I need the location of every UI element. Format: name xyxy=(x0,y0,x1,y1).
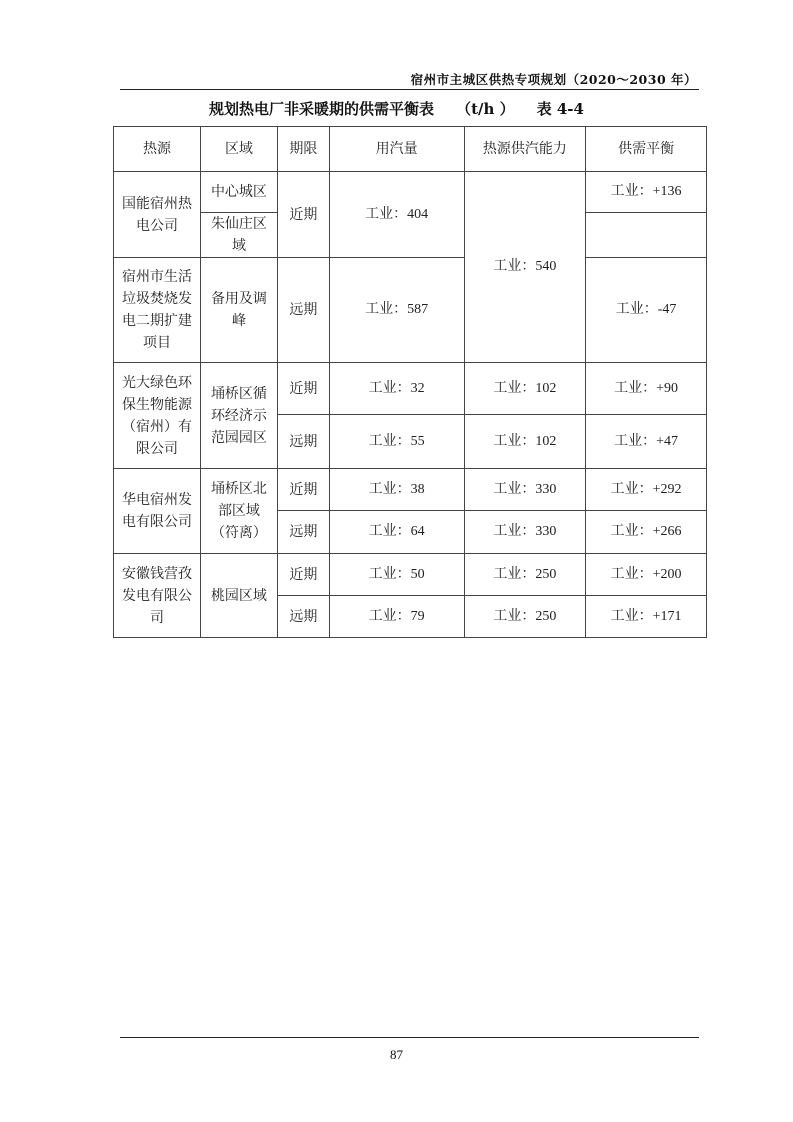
table-row xyxy=(114,258,707,363)
term-cell: 近期 xyxy=(277,554,329,596)
source-cell: 安徽钱营孜发电有限公司 xyxy=(114,554,201,638)
term-cell: 远期 xyxy=(277,258,329,363)
term-cell: 近期 xyxy=(277,469,329,511)
demand-cell: 工业：50 xyxy=(329,554,464,596)
table-row xyxy=(114,469,707,511)
balance-cell-empty xyxy=(586,213,707,258)
source-cell: 光大绿色环保生物能源（宿州）有限公司 xyxy=(114,363,201,469)
term-cell: 近期 xyxy=(277,363,329,415)
region-cell: 中心城区 xyxy=(200,172,277,213)
demand-cell: 工业：32 xyxy=(329,363,464,415)
demand-cell: 工业：79 xyxy=(329,596,464,638)
footer-rule xyxy=(120,1037,699,1038)
col-header-region: 区域 xyxy=(200,127,277,172)
balance-cell: 工业：+47 xyxy=(586,415,707,469)
balance-cell: 工业：+171 xyxy=(586,596,707,638)
term-cell: 远期 xyxy=(277,511,329,554)
balance-cell: 工业：+266 xyxy=(586,511,707,554)
capacity-cell: 工业：330 xyxy=(464,469,586,511)
demand-cell: 工业：404 xyxy=(329,172,464,258)
region-cell: 埇桥区北部区域（符离） xyxy=(200,469,277,554)
table-header-row xyxy=(114,127,707,172)
running-header: 宿州市主城区供热专项规划（2020～2030 年） xyxy=(410,72,697,87)
term-cell: 远期 xyxy=(277,415,329,469)
page-number: 87 xyxy=(390,1047,403,1062)
demand-cell: 工业：38 xyxy=(329,469,464,511)
balance-cell: 工业：-47 xyxy=(586,258,707,363)
term-cell: 近期 xyxy=(277,172,329,258)
table-row xyxy=(114,554,707,596)
term-cell: 远期 xyxy=(277,596,329,638)
demand-cell: 工业：55 xyxy=(329,415,464,469)
demand-cell: 工业：64 xyxy=(329,511,464,554)
table-caption xyxy=(0,98,793,119)
capacity-cell: 工业：250 xyxy=(464,554,586,596)
col-header-demand: 用汽量 xyxy=(329,127,464,172)
capacity-cell: 工业：330 xyxy=(464,511,586,554)
table-row xyxy=(114,172,707,213)
capacity-cell: 工业：250 xyxy=(464,596,586,638)
balance-cell: 工业：+90 xyxy=(586,363,707,415)
balance-cell: 工业：+200 xyxy=(586,554,707,596)
capacity-cell: 工业：102 xyxy=(464,363,586,415)
caption-number: 表 4-4 xyxy=(536,100,584,118)
caption-title: 规划热电厂非采暖期的供需平衡表 xyxy=(209,100,435,118)
col-header-capacity: 热源供汽能力 xyxy=(464,127,586,172)
capacity-cell: 工业：540 xyxy=(464,172,586,363)
header-rule xyxy=(120,89,699,90)
source-cell: 华电宿州发电有限公司 xyxy=(114,469,201,554)
balance-cell: 工业：+136 xyxy=(586,172,707,213)
col-header-source: 热源 xyxy=(114,127,201,172)
table-row xyxy=(114,363,707,415)
region-cell: 埇桥区循环经济示范园园区 xyxy=(200,363,277,469)
col-header-balance: 供需平衡 xyxy=(586,127,707,172)
region-cell: 备用及调峰 xyxy=(200,258,277,363)
supply-demand-table xyxy=(113,126,707,638)
demand-cell: 工业：587 xyxy=(329,258,464,363)
capacity-cell: 工业：102 xyxy=(464,415,586,469)
source-cell: 国能宿州热电公司 xyxy=(114,172,201,258)
region-cell: 桃园区域 xyxy=(200,554,277,638)
region-cell: 朱仙庄区域 xyxy=(200,213,277,258)
caption-unit: （t/h ） xyxy=(456,100,515,118)
source-cell: 宿州市生活垃圾焚烧发电二期扩建项目 xyxy=(114,258,201,363)
balance-cell: 工业：+292 xyxy=(586,469,707,511)
col-header-term: 期限 xyxy=(277,127,329,172)
